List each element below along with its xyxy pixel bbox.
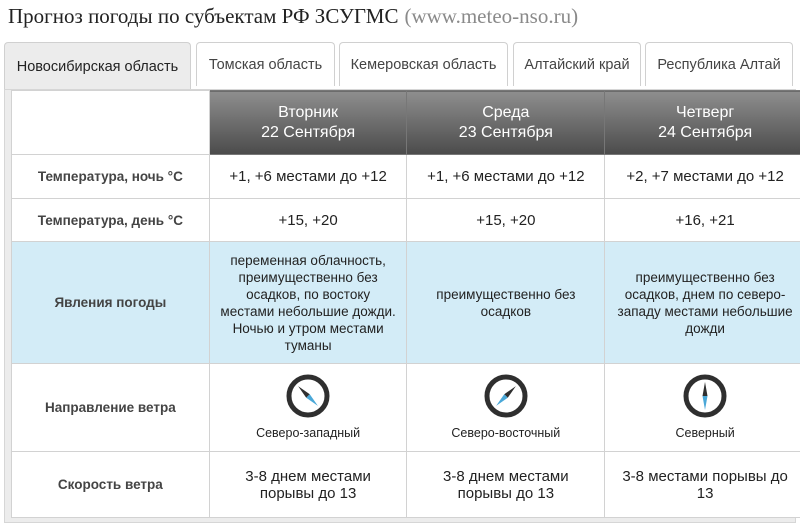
wind-speed-value: 3-8 днем местами порывы до 13 — [209, 452, 407, 518]
day-header — [407, 91, 605, 155]
days-header-row — [12, 91, 800, 155]
compass-icon — [484, 374, 528, 418]
temp-night-value: +2, +7 местами до +12 — [605, 155, 800, 199]
temp-day-value: +16, +21 — [605, 199, 800, 242]
weather-value: преимущественно без осадков — [407, 242, 605, 364]
row-label: Направление ветра — [12, 364, 210, 452]
wind-speed-value: 3-8 местами порывы до 13 — [605, 452, 800, 518]
site-url: (www.meteo-nso.ru) — [404, 4, 579, 28]
row-label: Явления погоды — [12, 242, 210, 364]
wind-direction-text: Северо-восточный — [451, 426, 561, 440]
temp-night-row — [12, 155, 800, 199]
day-header — [209, 91, 407, 155]
temp-night-value: +1, +6 местами до +12 — [209, 155, 407, 199]
weather-value: преимущественно без осадков, днем по северо-западу местами небольшие дожди — [605, 242, 800, 364]
wind-speed-row — [12, 452, 800, 518]
wind-direction-cell — [407, 364, 605, 452]
row-label: Скорость ветра — [12, 452, 210, 518]
tab-altai-krai[interactable]: Алтайский край — [513, 42, 641, 86]
forecast-panel — [4, 89, 796, 523]
day-header — [605, 91, 800, 155]
wind-direction-cell — [209, 364, 407, 452]
day-weekday: Вторник — [278, 103, 339, 121]
temp-day-row — [12, 199, 800, 242]
tab-kemerovo[interactable]: Кемеровская область — [339, 42, 508, 86]
tab-novosibirsk[interactable]: Новосибирская область — [4, 42, 191, 90]
day-date: 24 Сентября — [658, 123, 753, 141]
compass-icon — [683, 374, 727, 418]
tab-tomsk[interactable]: Томская область — [196, 42, 335, 86]
wind-direction-text: Северо-западный — [256, 426, 361, 440]
page-title — [8, 4, 578, 34]
row-label: Температура, ночь °C — [12, 155, 210, 199]
header-corner — [12, 91, 210, 155]
tab-altai-republic[interactable]: Республика Алтай — [645, 42, 793, 86]
weather-row — [12, 242, 800, 364]
wind-direction-row — [12, 364, 800, 452]
day-date: 22 Сентября — [261, 123, 356, 141]
forecast-table — [11, 90, 800, 518]
day-date: 23 Сентября — [458, 123, 553, 141]
wind-direction-cell — [605, 364, 800, 452]
temp-day-value: +15, +20 — [209, 199, 407, 242]
wind-direction-text: Северный — [675, 426, 735, 440]
day-weekday: Среда — [482, 103, 530, 121]
title-text: Прогноз погоды по субъектам РФ ЗСУГМС — [8, 4, 399, 28]
weather-value: переменная облачность, преимущественно без осадков, по востоку местами небольшие дожди. Ночью и утром местами туманы — [209, 242, 407, 364]
region-tabs — [0, 42, 800, 90]
wind-speed-value: 3-8 днем местами порывы до 13 — [407, 452, 605, 518]
compass-icon — [286, 374, 330, 418]
temp-night-value: +1, +6 местами до +12 — [407, 155, 605, 199]
day-weekday: Четверг — [675, 103, 735, 121]
temp-day-value: +15, +20 — [407, 199, 605, 242]
row-label: Температура, день °C — [12, 199, 210, 242]
